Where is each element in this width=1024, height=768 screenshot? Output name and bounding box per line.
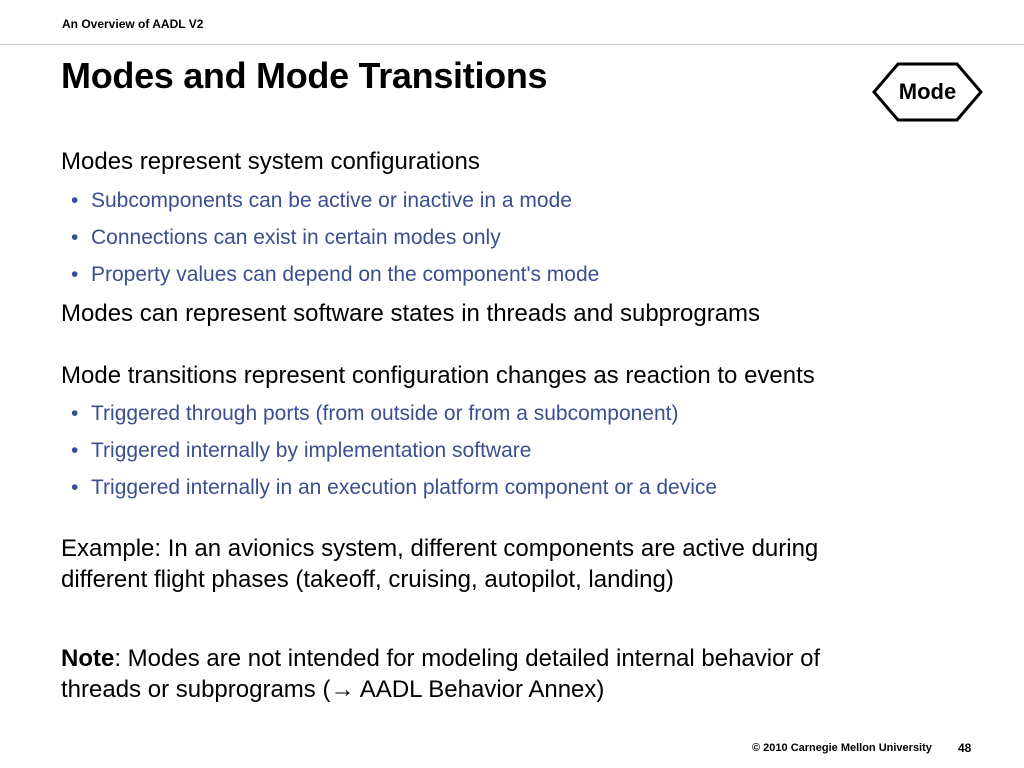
bullet-text: Property values can depend on the component's mode — [91, 263, 600, 286]
bullet-item — [71, 225, 971, 251]
example-line-1: Example: In an avionics system, different components are active during — [61, 535, 819, 562]
note-line-2-start: threads or subprograms ( — [61, 676, 331, 703]
body-text-example — [61, 533, 981, 595]
presentation-title: An Overview of AADL V2 — [62, 17, 204, 31]
body-text-note — [61, 643, 981, 705]
header-divider — [0, 44, 1024, 45]
body-text-software-states: Modes can represent software states in threads and subprograms — [61, 300, 761, 327]
body-text-modes-configurations: Modes represent system configurations — [61, 148, 480, 175]
bullet-text: Subcomponents can be active or inactive in a mode — [91, 189, 572, 212]
page-number: 48 — [958, 741, 972, 755]
bullet-text: Triggered internally in an execution platform component or a device — [91, 476, 718, 499]
bullet-item — [71, 401, 971, 427]
bullet-marker: • — [71, 402, 79, 425]
mode-icon-label: Mode — [898, 79, 957, 104]
body-text-mode-transitions: Mode transitions represent configuration changes as reaction to events — [61, 362, 815, 389]
note-label: Note — [61, 645, 115, 672]
bullet-text: Triggered internally by implementation software — [91, 439, 532, 462]
bullet-text: Triggered through ports (from outside or from a subcomponent) — [91, 402, 679, 425]
mode-icon — [871, 61, 984, 123]
right-arrow-icon: → — [330, 676, 355, 703]
bullet-item — [71, 188, 971, 214]
example-line-2: different flight phases (takeoff, cruising, autopilot, landing) — [61, 566, 674, 593]
note-line-1: : Modes are not intended for modeling detailed internal behavior of — [114, 645, 821, 672]
slide-title: Modes and Mode Transitions — [61, 55, 548, 96]
bullet-marker: • — [71, 476, 79, 499]
footer-copyright: © 2010 Carnegie Mellon University — [752, 742, 932, 754]
note-line-2-end: AADL Behavior Annex) — [354, 676, 605, 703]
bullet-marker: • — [71, 439, 79, 462]
bullet-marker: • — [71, 226, 79, 249]
bullet-text: Connections can exist in certain modes only — [91, 226, 501, 249]
bullet-item — [71, 262, 971, 288]
bullet-marker: • — [71, 189, 79, 212]
bullet-marker: • — [71, 263, 79, 286]
bullet-item — [71, 438, 971, 464]
bullet-item — [71, 475, 971, 501]
